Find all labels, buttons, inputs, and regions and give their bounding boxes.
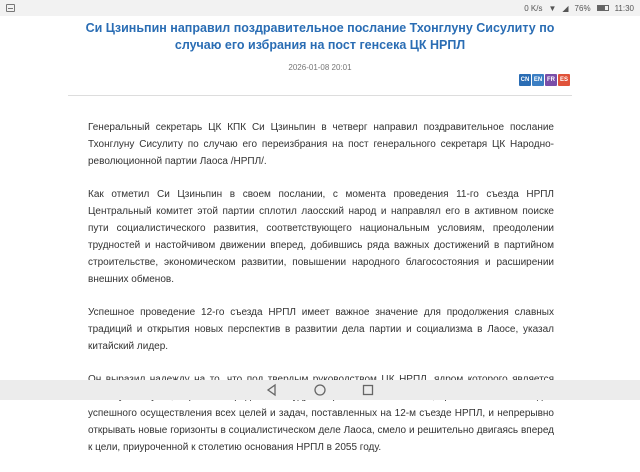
status-left: [6, 4, 15, 12]
recent-apps-icon: [362, 384, 374, 396]
article-paragraph: Успешное проведение 12-го съезда НРПЛ имеет важное значение для продолжения славных традиций и открытия новых перспектив в развитии дела партии и социализма в Лаосе, указал китайский лидер.: [88, 307, 554, 352]
language-switcher: [519, 74, 570, 86]
lang-button-fr[interactable]: FR: [545, 74, 557, 86]
status-right: [524, 4, 634, 13]
article-datetime: 2026-01-08 20:01: [288, 63, 352, 72]
signal-icon: ◢: [562, 3, 569, 13]
lang-button-en[interactable]: EN: [532, 74, 544, 86]
header-divider: [68, 95, 572, 96]
notification-icon: [6, 4, 15, 12]
article-paragraph: Генеральный секретарь ЦК КПК Си Цзиньпин в четверг направил поздравительное послание Тхонглуну Сисулиту по случаю его переизбрания на пост генерального секретаря ЦК Народно-революционной партии Лаоса /НРПЛ/.: [88, 122, 554, 167]
recent-apps-button[interactable]: [361, 383, 375, 397]
article-body: [88, 119, 554, 472]
home-button[interactable]: [313, 383, 327, 397]
home-icon: [314, 384, 326, 396]
article-title: Си Цзиньпин направил поздравительное послание Тхонглуну Сисулиту по случаю его избрания на пост генсека ЦК НРПЛ: [85, 21, 555, 52]
battery-percent: 76%: [574, 3, 591, 13]
article-paragraph: успешного осуществления всех целей и задач, поставленных на 12-м съезде НРПЛ, и непрерывно открывать новые горизонты в социалистическом деле Лаоса, смело и решительно двигаясь вперед к цели, приуроченной к столетию основания НРПЛ в 2055 году.: [88, 408, 554, 453]
back-icon: [266, 384, 278, 396]
clock: 11:30: [614, 3, 634, 13]
lang-button-es[interactable]: ES: [558, 74, 570, 86]
lang-button-cn[interactable]: CN: [519, 74, 531, 86]
battery-icon: [597, 5, 609, 11]
article-paragraph: Как отметил Си Цзиньпин в своем послании, с момента проведения 11-го съезда НРПЛ Центральный комитет этой партии сплотил лаосский народ и направлял его в активном поиске пути социалистического развития, соответствующего национальным условиям, преодолении трудностей и настойчивом движении вперед, добившись ряда важных достижений в партийном строительстве, экономическом развитии, повышении народного благосостояния и расширении внешних обменов.: [88, 189, 554, 285]
back-button[interactable]: [265, 383, 279, 397]
navigation-bar: [0, 380, 640, 400]
wifi-icon: ▼: [548, 3, 557, 13]
network-speed: 0 K/s: [524, 3, 543, 13]
article-page[interactable]: [0, 16, 640, 453]
status-bar: [0, 0, 640, 16]
